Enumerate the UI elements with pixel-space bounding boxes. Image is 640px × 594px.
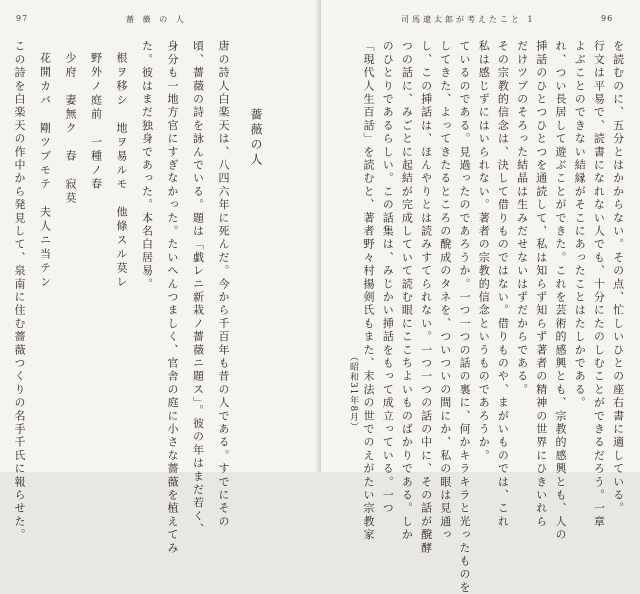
- text-column: 頃、薔薇の詩を詠んでいる。題は「戯レニ新栽ノ薔薇ニ題ス」。彼の年はまだ若く、: [191, 40, 205, 537]
- text-column: 「現代人生百話」を読むと、著者野々村揚剣氏もまた、末法の世でのえがたい宗教家: [362, 40, 375, 542]
- text-column: 行文は平易で、読書になれない人でも、十分にたのしむことができるだろう。一章: [592, 40, 606, 529]
- left-page: [0, 0, 319, 555]
- text-column: れ、つい長居して遊ぶことができた。これを芸術的感興とも、宗教的感興とも、人の: [554, 40, 567, 542]
- text-column: 身分も一地方官にすぎなかった。たいへんつましく、官舎の庭に小さな薔薇を植えてみ: [166, 40, 179, 555]
- text-column: その宗教的信念は、決して借りものではない。借りものや、まがいものでは、これ: [496, 40, 510, 529]
- text-column: だけツブのそろった結晶は生みだせないはずだからである。: [515, 40, 529, 397]
- text-column: 挿話のひとつひとつを通読して、私は知らず知らず著者の精神の世界にひきいれら: [534, 40, 548, 529]
- text-column: この詩を白楽天の作中から発見して、泉南に住む薔薇つくりの名手千氏に報らせた。: [13, 40, 26, 542]
- right-running-head: 司馬遼太郎が考えたこと 1: [401, 15, 536, 24]
- text-column: ているのである。見過ったのであろうか。一つ一つの話の裏に、何かキラキラと光ったものを: [458, 40, 471, 594]
- publication-date: （昭和31年8月）: [348, 352, 358, 433]
- text-column: を読むのに、五分とはかからない。その点、忙しいひとの座右書に適している。: [611, 40, 625, 516]
- text-column: 私は感じずにはいられない。著者の宗教的信念というものであろうか。: [477, 40, 491, 463]
- text-column: のひとりであるらしい。この話集は、みじかい挿話をもって成立っている。一つ: [381, 40, 395, 516]
- text-column: してきた、よってきたるところの醗成のタネを、ついついの間にか、私の眼は見通っ: [438, 40, 452, 542]
- text-column: 花開カバ 剛ツブモテ 夫人ニ当テン: [38, 52, 52, 290]
- left-page-number: 97: [16, 14, 29, 23]
- text-column: 少府 妻無ク 春 寂莫: [64, 52, 77, 206]
- right-page: [321, 0, 640, 594]
- text-column: よぶことのできない結縁がそこにあったことはたしかである。: [573, 40, 587, 410]
- left-running-head: 薔 薇 の 人: [126, 15, 187, 24]
- text-column: し、この挿話は、ほんやりとは読みすてられない。一つ一つの話の中に、その話が醗酵: [419, 40, 433, 555]
- text-column: つの話に、みごとに起結が完成していて読む眼にここちよいものばかりである。しか: [400, 40, 414, 542]
- right-page-number: 96: [601, 14, 614, 23]
- text-column: 根ヲ移シ 地ヲ易ルモ 他條スル莫レ: [115, 52, 128, 290]
- essay-title: 薔薇の人: [249, 108, 263, 168]
- text-column: た。彼はまだ独身であった。本名白居易。: [140, 40, 154, 291]
- text-column: 唐の詩人白楽天は、八四六年に死んだ。今から千百年も昔の人である。すでにその: [217, 40, 230, 529]
- text-column: 野外ノ庭前 一種ノ春: [89, 52, 103, 192]
